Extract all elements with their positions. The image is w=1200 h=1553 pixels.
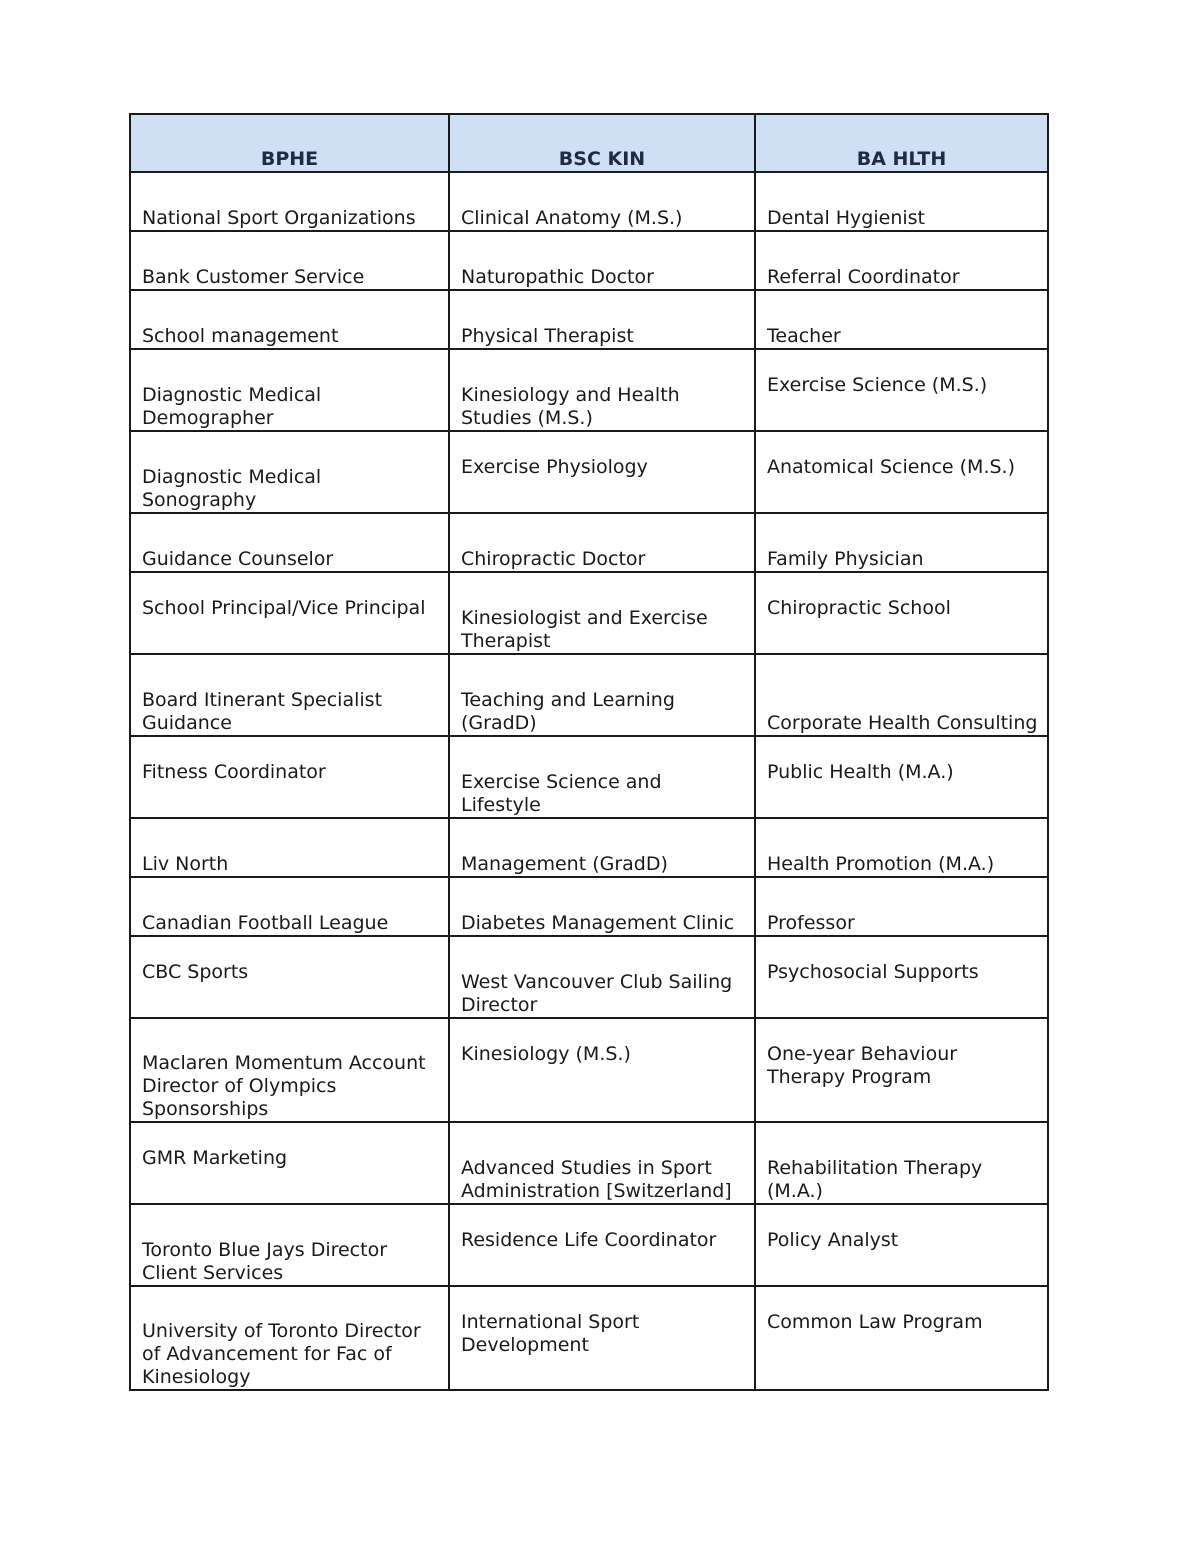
table-cell xyxy=(755,877,1048,936)
table-cell xyxy=(755,1018,1048,1122)
table-row xyxy=(130,572,1048,654)
column-header-ba-hlth: BA HLTH xyxy=(755,114,1048,172)
cell-text: CBC Sports xyxy=(142,961,249,983)
table-cell xyxy=(755,1204,1048,1286)
cell-text: Liv North xyxy=(142,853,229,875)
cell-text: Health Promotion (M.A.) xyxy=(767,853,995,875)
cell-text: Exercise Science (M.S.) xyxy=(767,374,988,396)
table-cell xyxy=(130,936,449,1018)
table-cell xyxy=(755,1122,1048,1204)
cell-text: Rehabilitation Therapy (M.A.) xyxy=(767,1157,983,1202)
cell-text: Psychosocial Supports xyxy=(767,961,979,983)
cell-text: One-year Behaviour Therapy Program xyxy=(767,1043,958,1088)
table-cell xyxy=(755,818,1048,877)
cell-text: GMR Marketing xyxy=(142,1147,288,1169)
table-cell xyxy=(755,572,1048,654)
cell-text: Canadian Football League xyxy=(142,912,389,934)
cell-text: Fitness Coordinator xyxy=(142,761,326,783)
table-cell xyxy=(755,936,1048,1018)
cell-text: Board Itinerant Specialist Guidance xyxy=(142,689,383,734)
cell-text: Teacher xyxy=(767,325,841,347)
cell-text: West Vancouver Club Sailing Director xyxy=(461,971,733,1016)
table-row xyxy=(130,1122,1048,1204)
table-cell xyxy=(755,654,1048,736)
table-row xyxy=(130,231,1048,290)
cell-text: Corporate Health Consulting xyxy=(767,712,1038,734)
table-row xyxy=(130,431,1048,513)
table-cell xyxy=(449,513,755,572)
cell-text: University of Toronto Director of Advancement for Fac of Kinesiology xyxy=(142,1320,421,1388)
table-cell xyxy=(130,572,449,654)
table-row xyxy=(130,1018,1048,1122)
cell-text: School Principal/Vice Principal xyxy=(142,597,426,619)
table-row xyxy=(130,818,1048,877)
career-table xyxy=(129,113,1049,1391)
table-cell xyxy=(755,513,1048,572)
cell-text: Exercise Science and Lifestyle xyxy=(461,771,662,816)
table-cell xyxy=(755,736,1048,818)
cell-text: School management xyxy=(142,325,339,347)
table-row xyxy=(130,349,1048,431)
table-row xyxy=(130,513,1048,572)
table-cell xyxy=(130,818,449,877)
table-cell xyxy=(130,290,449,349)
cell-text: Diabetes Management Clinic xyxy=(461,912,735,934)
table-cell xyxy=(755,231,1048,290)
cell-text: Clinical Anatomy (M.S.) xyxy=(461,207,683,229)
cell-text: Diagnostic Medical Demographer xyxy=(142,384,322,429)
table-cell xyxy=(449,818,755,877)
table-cell xyxy=(130,877,449,936)
cell-text: Public Health (M.A.) xyxy=(767,761,954,783)
table-cell xyxy=(449,431,755,513)
table-cell xyxy=(755,431,1048,513)
table-row xyxy=(130,654,1048,736)
table-cell xyxy=(130,654,449,736)
cell-text: Kinesiology and Health Studies (M.S.) xyxy=(461,384,680,429)
table-row xyxy=(130,936,1048,1018)
table-row xyxy=(130,290,1048,349)
table-cell xyxy=(130,1018,449,1122)
table-cell xyxy=(449,172,755,231)
cell-text: Guidance Counselor xyxy=(142,548,334,570)
cell-text: Teaching and Learning (GradD) xyxy=(461,689,675,734)
cell-text: Professor xyxy=(767,912,855,934)
table-cell xyxy=(130,736,449,818)
cell-text: Advanced Studies in Sport Administration [Switzerland] xyxy=(461,1157,732,1202)
table-cell xyxy=(130,1122,449,1204)
cell-text: National Sport Organizations xyxy=(142,207,416,229)
cell-text: Referral Coordinator xyxy=(767,266,960,288)
table-row xyxy=(130,172,1048,231)
table-row xyxy=(130,736,1048,818)
table-cell xyxy=(755,349,1048,431)
table-cell xyxy=(755,290,1048,349)
cell-text: Management (GradD) xyxy=(461,853,668,875)
table-cell xyxy=(130,349,449,431)
cell-text: Diagnostic Medical Sonography xyxy=(142,466,322,511)
table-cell xyxy=(449,736,755,818)
table-cell xyxy=(449,349,755,431)
cell-text: Kinesiologist and Exercise Therapist xyxy=(461,607,708,652)
table-cell xyxy=(130,1204,449,1286)
cell-text: Common Law Program xyxy=(767,1311,983,1333)
table-cell xyxy=(130,172,449,231)
table-cell xyxy=(755,1286,1048,1390)
table-cell xyxy=(130,1286,449,1390)
table-cell xyxy=(449,1286,755,1390)
column-header-bsc-kin: BSC KIN xyxy=(449,114,755,172)
cell-text: Naturopathic Doctor xyxy=(461,266,654,288)
cell-text: Bank Customer Service xyxy=(142,266,365,288)
cell-text: Family Physician xyxy=(767,548,924,570)
table-cell xyxy=(449,1018,755,1122)
table-row xyxy=(130,1286,1048,1390)
cell-text: Exercise Physiology xyxy=(461,456,648,478)
table-cell xyxy=(449,231,755,290)
table-cell xyxy=(449,654,755,736)
header-row xyxy=(130,114,1048,172)
cell-text: Maclaren Momentum Account Director of Olympics Sponsorships xyxy=(142,1052,426,1120)
column-header-bphe: BPHE xyxy=(130,114,449,172)
cell-text: Anatomical Science (M.S.) xyxy=(767,456,1016,478)
table-cell xyxy=(130,431,449,513)
cell-text: Kinesiology (M.S.) xyxy=(461,1043,631,1065)
table-cell xyxy=(449,572,755,654)
table-cell xyxy=(449,290,755,349)
table-cell xyxy=(449,936,755,1018)
table-cell xyxy=(130,513,449,572)
cell-text: Policy Analyst xyxy=(767,1229,899,1251)
table-body xyxy=(130,172,1048,1390)
table-cell xyxy=(449,1204,755,1286)
cell-text: Dental Hygienist xyxy=(767,207,926,229)
table-cell xyxy=(449,877,755,936)
cell-text: Chiropractic School xyxy=(767,597,951,619)
cell-text: Chiropractic Doctor xyxy=(461,548,646,570)
table-cell xyxy=(130,231,449,290)
cell-text: International Sport Development xyxy=(461,1311,640,1356)
cell-text: Physical Therapist xyxy=(461,325,634,347)
table-row xyxy=(130,1204,1048,1286)
table-row xyxy=(130,877,1048,936)
cell-text: Toronto Blue Jays Director Client Services xyxy=(142,1239,388,1284)
table-cell xyxy=(755,172,1048,231)
cell-text: Residence Life Coordinator xyxy=(461,1229,717,1251)
table-cell xyxy=(449,1122,755,1204)
